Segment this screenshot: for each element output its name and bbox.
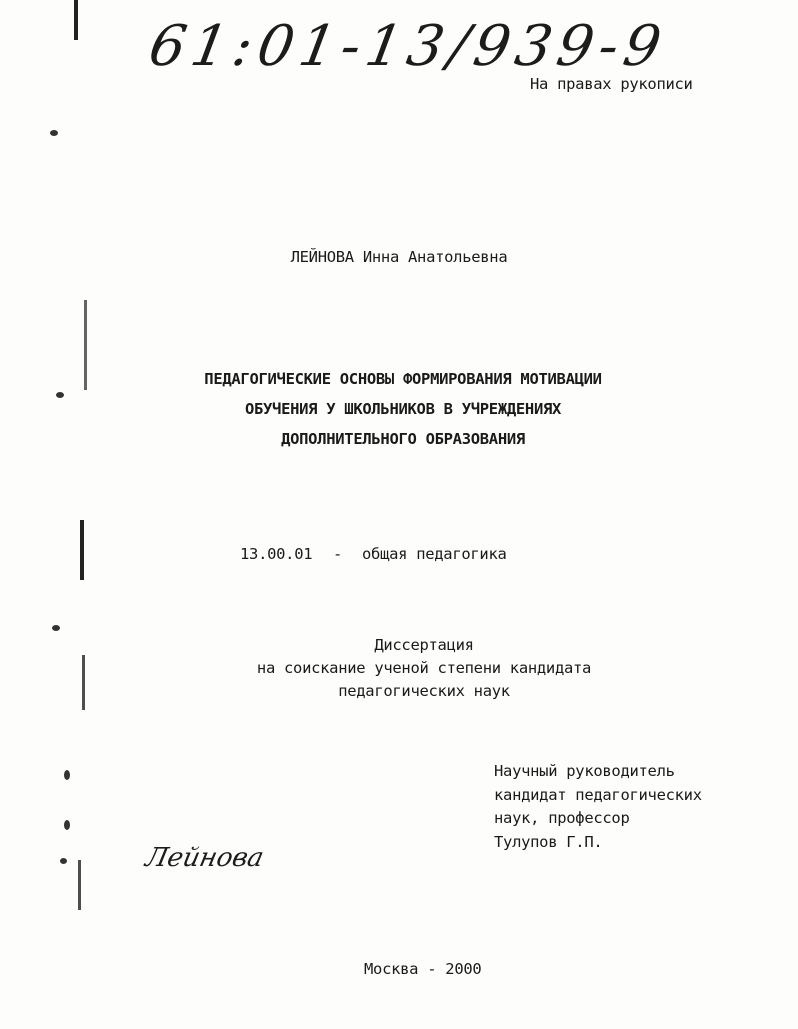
supervisor-line-2: кандидат педагогических: [494, 786, 702, 804]
rights-note: На правах рукописи: [530, 75, 693, 93]
specialty-name: общая педагогика: [362, 545, 507, 563]
title-line-3: ДОПОЛНИТЕЛЬНОГО ОБРАЗОВАНИЯ: [281, 430, 525, 448]
punch-hole-mark: [52, 625, 60, 631]
supervisor-line-4: Тулупов Г.П.: [494, 833, 603, 851]
degree-line-2: на соискание ученой степени кандидата: [256, 659, 592, 677]
title-line-1: ПЕДАГОГИЧЕСКИЕ ОСНОВЫ ФОРМИРОВАНИЯ МОТИВАЦИИ: [204, 370, 602, 388]
degree-line-1: Диссертация: [374, 636, 474, 654]
scan-edge-artifact: [74, 0, 78, 40]
archive-number-handwritten: 61:01-13/939-9: [144, 14, 672, 79]
punch-hole-mark: [64, 820, 70, 830]
author-name: ЛЕЙНОВА Инна Анатольевна: [290, 248, 508, 266]
degree-line-3: педагогических наук: [338, 682, 510, 700]
author-signature: Лейнова: [142, 843, 267, 873]
punch-hole-mark: [50, 130, 58, 136]
supervisor-line-1: Научный руководитель: [494, 762, 675, 780]
specialty-dash: -: [333, 545, 343, 563]
city-year: Москва - 2000: [364, 960, 482, 978]
punch-hole-mark: [60, 858, 67, 864]
punch-hole-mark: [56, 392, 64, 398]
punch-hole-mark: [64, 770, 70, 780]
specialty-code: 13.00.01: [240, 545, 313, 563]
title-line-2: ОБУЧЕНИЯ У ШКОЛЬНИКОВ В УЧРЕЖДЕНИЯХ: [244, 400, 562, 418]
scan-edge-artifact: [80, 520, 84, 580]
supervisor-line-3: наук, профессор: [494, 809, 630, 827]
scan-edge-artifact: [78, 860, 81, 910]
